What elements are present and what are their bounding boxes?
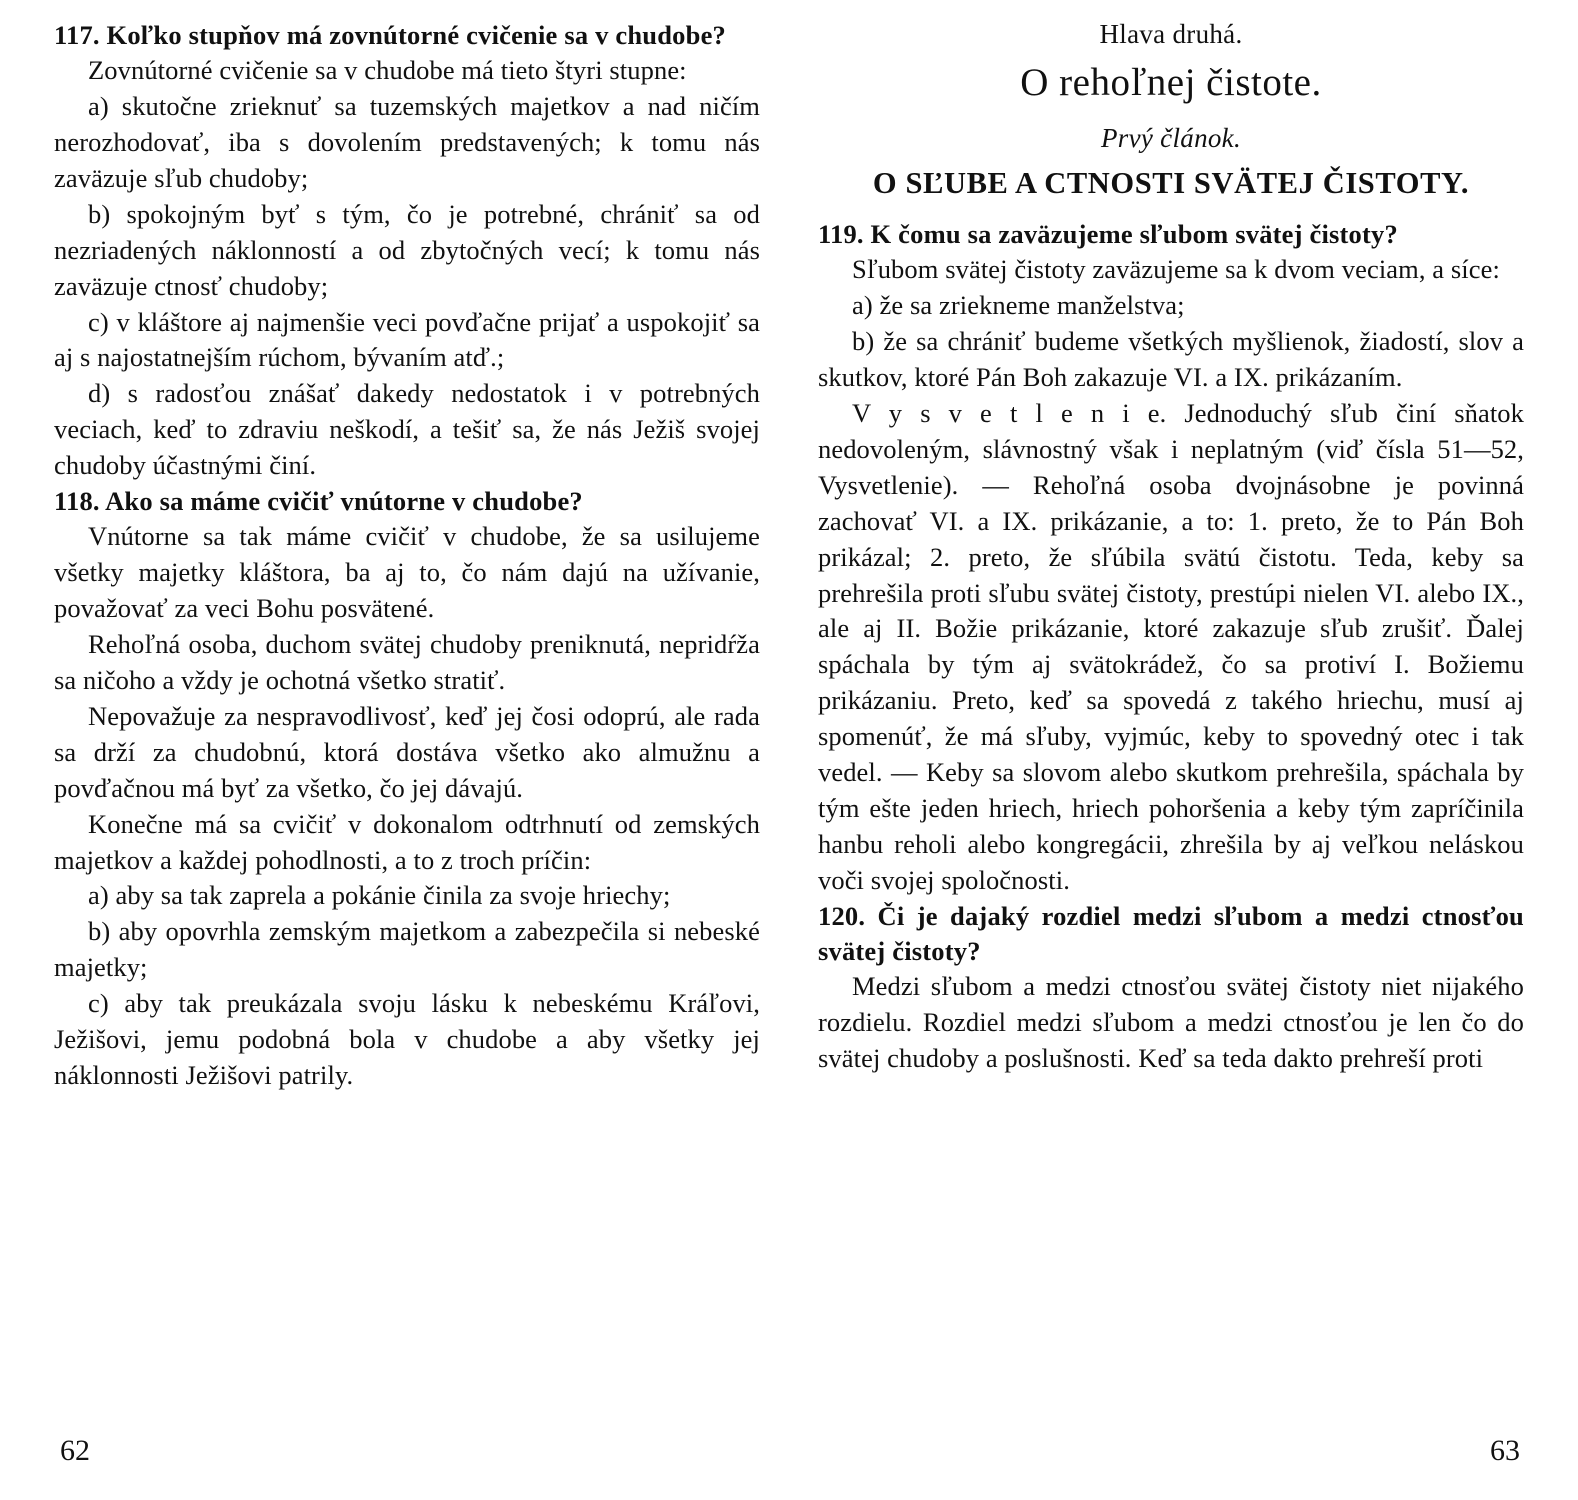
chapter-title: O rehoľnej čistote. [1020, 61, 1322, 105]
right-text-column [812, 18, 1524, 1373]
paragraph-118-1: Vnútorne sa tak máme cvičiť v chudobe, že sa usilujeme všetky majetky kláštora, ba aj to, čo nám dajú na užívanie, považovať za veci Bohu posvätené. [54, 521, 760, 624]
folio-left: 62 [60, 1434, 90, 1467]
section-title: O SĽUBE A CTNOSTI SVÄTEJ ČISTOTY. [872, 166, 1470, 201]
paragraph-118-4: Konečne má sa cvičiť v dokonalom odtrhnutí od zemských majetkov a každej pohodlnosti, a to z troch príčin: [54, 808, 760, 875]
paragraph-119-b: b) že sa chrániť budeme všetkých myšlienok, žiadostí, slov a skutkov, ktoré Pán Boh zakazuje VI. a IX. prikázaním. [818, 326, 1524, 393]
question-heading-117: 117. Koľko stupňov má zovnútorné cvičenie sa v chudobe? [54, 20, 726, 50]
question-heading-118: 118. Ako sa máme cvičiť vnútorne v chudobe? [54, 486, 583, 517]
paragraph-120-1: Medzi sľubom a medzi ctnosťou svätej čistoty niet nijakého rozdielu. Rozdiel medzi sľubom a medzi ctnosťou je len čo do svätej chudoby a poslušnosti. Keď sa teda dakto prehreší proti [818, 971, 1524, 1074]
paragraph-118-c: c) aby tak preukázala svoju lásku k nebeskému Kráľovi, Ježišovi, jemu podobná bola v chudobe a aby všetky jej náklonnosti Ježišovi patrily. [54, 988, 760, 1090]
question-heading-120: 120. Či je dajaký rozdiel medzi sľubom a medzi ctnosťou svätej čistoty? [818, 900, 1524, 966]
paragraph-119-explanation: V y s v e t l e n i e. Jednoduchý sľub činí sňatok nedovoleným, slávnostný však i neplatným (viď čísla 51—52, Vysvetlenie). — Rehoľná osoba dvojnásobne je povinná zachovať VI. a IX. prikázanie, a to: 1. preto, že to Pán Boh prikázal; 2. preto, že sľúbila svätú čistotu. Teda, keby sa prehrešila proti sľubu svätej čistoty, prestúpi nielen VI. alebo IX., ale aj II. Božie prikázanie, ktoré zakazuje sľub zrušiť. Ďalej spáchala by tým aj svätokrádež, čo sa protiví I. Božiemu prikázaniu. Preto, keď sa spovedá z takého hriechu, musí aj spomenúť, že má sľuby, vyjmúc, keby to spovedný otec i tak vedel. — Keby sa slovom alebo skutkom prehrešila, spáchala by tým ešte jeden hriech, hriech pohoršenia a keby tým zapríčinila hanbu reholi alebo kongregácii, zhrešila by aj veľkou neláskou voči svojej spoločnosti. [818, 398, 1524, 895]
left-text-column [54, 18, 766, 1373]
folio-right: 63 [1490, 1434, 1520, 1467]
paragraph-118-2: Rehoľná osoba, duchom svätej chudoby preniknutá, nepridŕža sa ničoho a vždy je ochotná všetko stratiť. [54, 629, 760, 695]
paragraph-118-b: b) aby opovrhla zemským majetkom a zabezpečila si nebeské majetky; [54, 916, 760, 983]
paragraph-119-intro: Sľubom svätej čistoty zaväzujeme sa k dvom veciam, a síce: [852, 254, 1500, 285]
paragraph-117-b: b) spokojným byť s tým, čo je potrebné, chrániť sa od nezriadených náklonností a od zbytočných vecí; k tomu nás zaväzuje ctnosť chudoby; [54, 198, 760, 301]
question-heading-119: 119. K čomu sa zaväzujeme sľubom svätej čistoty? [818, 219, 1398, 250]
paragraph-117-d: d) s radosťou znášať dakedy nedostatok i v potrebných veciach, keď to zdraviu neškodí, a tešiť sa, že nás Ježiš svojej chudoby účastnými činí. [54, 378, 760, 481]
paragraph-117-a: a) skutočne zrieknuť sa tuzemských majetkov a nad ničím nerozhodovať, iba s dovolením predstavených; k tomu nás zaväzuje sľub chudoby; [54, 91, 760, 193]
paragraph-117-intro: Zovnútorné cvičenie sa v chudobe má tieto štyri stupne: [88, 55, 687, 86]
paragraph-118-3: Nepovažuje za nespravodlivosť, keď jej čosi odoprú, ale rada sa drží za chudobnú, ktorá dostáva všetko ako almužnu a povďačnou má byť za všetko, čo jej dávajú. [54, 700, 760, 803]
two-column-layout [54, 18, 1524, 1373]
paragraph-118-a: a) aby sa tak zaprela a pokánie činila za svoje hriechy; [88, 880, 671, 911]
page-footer [54, 1426, 1524, 1466]
article-label: Prvý článok. [1100, 123, 1242, 154]
paragraph-117-c: c) v kláštore aj najmenšie veci povďačne prijať a uspokojiť sa aj s najostatnejším rúchom, bývaním atď.; [54, 306, 760, 373]
paragraph-119-a: a) že sa zriekneme manželstva; [852, 290, 1185, 321]
chapter-label: Hlava druhá. [1099, 19, 1243, 49]
